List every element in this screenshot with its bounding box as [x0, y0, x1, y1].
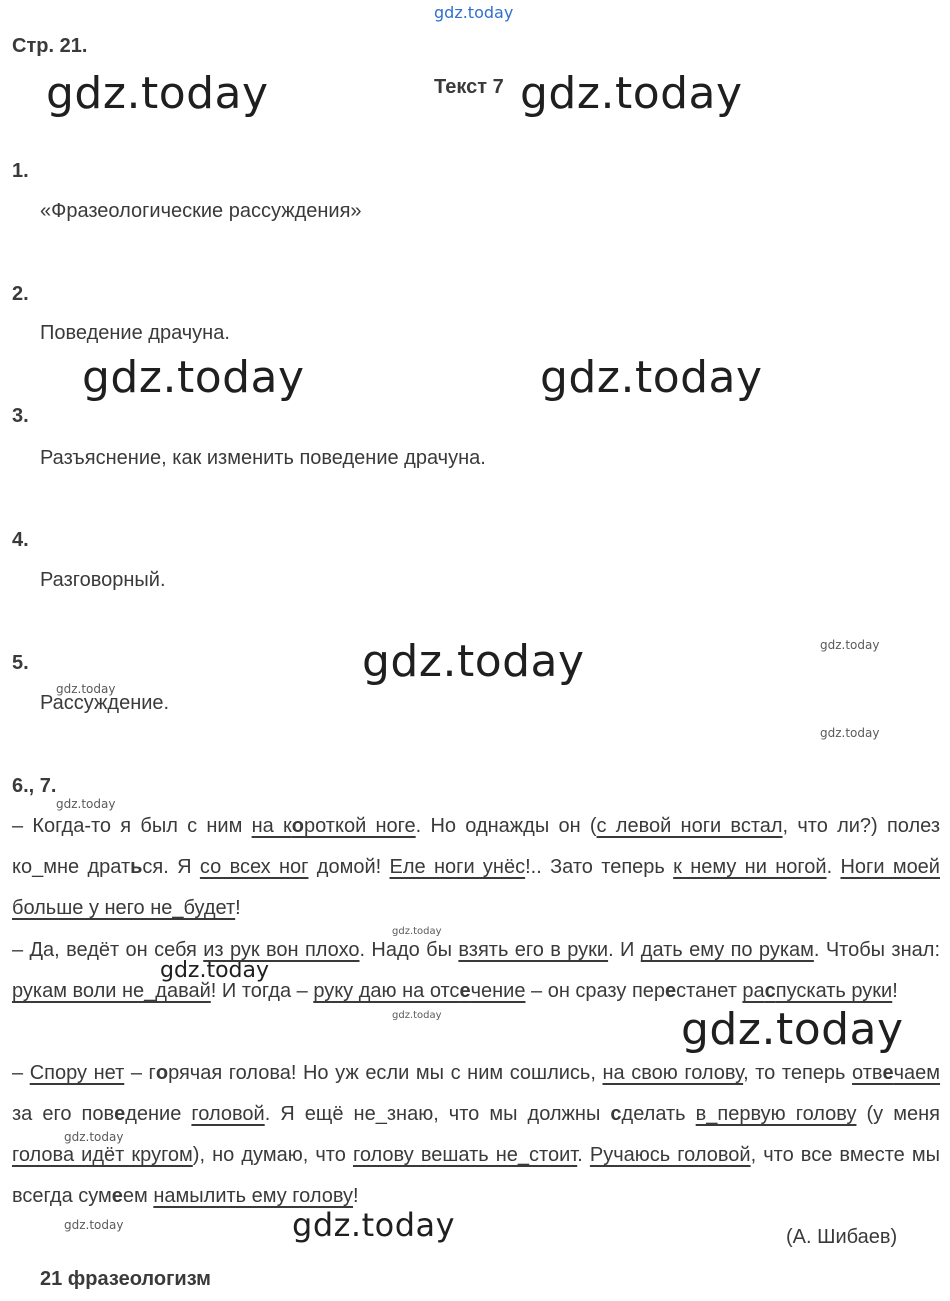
- watermark: gdz.today: [681, 1004, 904, 1055]
- text-segment: станет: [676, 980, 743, 1002]
- summary: 21 фразеологизм: [40, 1268, 211, 1290]
- phraseologism: с левой ноги встал: [596, 815, 783, 837]
- answer-number: 4.: [12, 529, 29, 551]
- text-segment: . Но однажды он (: [415, 815, 597, 837]
- text-paragraph: [12, 1053, 940, 1217]
- text-segment: !: [353, 1185, 359, 1207]
- watermark: gdz.today: [82, 352, 305, 403]
- text-segment: е: [665, 980, 677, 1002]
- section-number: 6., 7.: [12, 775, 57, 797]
- phraseologism: о: [291, 815, 304, 837]
- text-segment: – г: [124, 1062, 156, 1084]
- text-segment: рячая голова! Но уж если мы с ним сошлись,: [168, 1062, 603, 1084]
- watermark-top: gdz.today: [434, 3, 514, 22]
- answer-number: 2.: [12, 283, 29, 305]
- text-segment: – он сразу пер: [525, 980, 666, 1002]
- answer-text: Разъяснение, как изменить поведение драчуна.: [40, 447, 486, 469]
- text-segment: – Да, ведёт он себя: [12, 939, 204, 961]
- text-segment: дение: [125, 1103, 192, 1125]
- text-segment: .: [826, 856, 841, 878]
- text-segment: за его пов: [12, 1103, 115, 1125]
- phraseologism: с: [764, 980, 776, 1002]
- text-segment: . Я ещё не_знаю, что мы должны: [264, 1103, 611, 1125]
- watermark: gdz.today: [362, 636, 585, 687]
- phraseologism: на к: [251, 815, 292, 837]
- answer-text: Поведение драчуна.: [40, 322, 230, 344]
- text-segment: ся. Я: [142, 856, 200, 878]
- text-segment: . Надо бы: [359, 939, 459, 961]
- text-segment: ем: [122, 1185, 154, 1207]
- phraseologism: руку даю на отс: [313, 980, 460, 1002]
- text-segment: (у меня: [856, 1103, 940, 1125]
- watermark: gdz.today: [64, 1218, 124, 1232]
- watermark: gdz.today: [392, 1010, 442, 1021]
- text-title: Текст 7: [434, 76, 504, 98]
- text-segment: ! И тогда –: [210, 980, 314, 1002]
- text-segment: , то теперь: [743, 1062, 853, 1084]
- watermark: gdz.today: [160, 958, 270, 983]
- phraseologism: голову вешать не_стоит: [352, 1144, 578, 1166]
- phraseologism: со всех ног: [199, 856, 309, 878]
- phraseologism: чаем: [893, 1062, 941, 1084]
- watermark: gdz.today: [820, 726, 880, 740]
- text-segment: , что все вместе мы всегда сум: [12, 1144, 940, 1207]
- answer-text: Рассуждение.: [40, 692, 170, 714]
- text-segment: !: [235, 897, 241, 919]
- phraseologism: рукам воли не_давай: [12, 980, 211, 1002]
- text-segment: ь: [130, 856, 143, 878]
- text-segment: о: [155, 1062, 169, 1084]
- text-segment: с: [610, 1103, 622, 1125]
- phraseologism: взять его в руки: [458, 939, 609, 961]
- watermark: gdz.today: [46, 68, 269, 119]
- text-segment: делать: [621, 1103, 696, 1125]
- text-segment: !.. Зато теперь: [525, 856, 674, 878]
- phraseologism: отв: [852, 1062, 883, 1084]
- text-paragraph: [12, 930, 940, 1012]
- phraseologism: Ноги моей больше у него не_будет: [12, 856, 940, 919]
- phraseologism: роткой ноге: [304, 815, 416, 837]
- phraseologism: дать ему по рукам: [640, 939, 814, 961]
- text-segment: !: [892, 980, 898, 1002]
- answer-number: 1.: [12, 160, 29, 182]
- phraseologism: головой: [191, 1103, 265, 1125]
- phraseologism: к нему ни ногой: [673, 856, 827, 878]
- phraseologism: чение: [470, 980, 526, 1002]
- phraseologism: намылить ему голову: [153, 1185, 354, 1207]
- phraseologism: е: [459, 980, 471, 1002]
- watermark: gdz.today: [292, 1206, 456, 1244]
- answer-text: «Фразеологические рассуждения»: [40, 200, 362, 222]
- text-segment: е: [111, 1185, 123, 1207]
- phraseologism: пускать руки: [775, 980, 893, 1002]
- text-segment: домой!: [308, 856, 390, 878]
- phraseologism: е: [882, 1062, 894, 1084]
- phraseologism: в_первую голову: [695, 1103, 857, 1125]
- phraseologism: Еле ноги унёс: [389, 856, 526, 878]
- watermark: gdz.today: [392, 926, 442, 937]
- text-paragraph: [12, 806, 940, 929]
- watermark: gdz.today: [820, 638, 880, 652]
- text-segment: , что ли?) полез ко_мне драт: [12, 815, 940, 878]
- watermark: gdz.today: [56, 797, 116, 811]
- answer-number: 5.: [12, 652, 29, 674]
- answer-text: Разговорный.: [40, 569, 166, 591]
- text-segment: . Чтобы знал:: [813, 939, 941, 961]
- author: (А. Шибаев): [786, 1226, 898, 1248]
- text-segment: . И: [608, 939, 641, 961]
- text-segment: – Когда-то я был с ним: [12, 815, 252, 837]
- watermark: gdz.today: [520, 68, 743, 119]
- phraseologism: Спору нет: [29, 1062, 125, 1084]
- watermark: gdz.today: [540, 352, 763, 403]
- watermark: gdz.today: [64, 1130, 124, 1144]
- text-segment: е: [114, 1103, 126, 1125]
- text-segment: ), но думаю, что: [192, 1144, 353, 1166]
- phraseologism: из рук вон плохо: [203, 939, 360, 961]
- phraseologism: на свою голову: [602, 1062, 744, 1084]
- watermark: gdz.today: [56, 682, 116, 696]
- phraseologism: Ручаюсь головой: [589, 1144, 751, 1166]
- phraseologism: ра: [742, 980, 765, 1002]
- text-segment: .: [577, 1144, 590, 1166]
- answer-number: 3.: [12, 405, 29, 427]
- text-segment: –: [12, 1062, 30, 1084]
- page-number: Стр. 21.: [12, 35, 88, 57]
- phraseologism: голова идёт кругом: [12, 1144, 193, 1166]
